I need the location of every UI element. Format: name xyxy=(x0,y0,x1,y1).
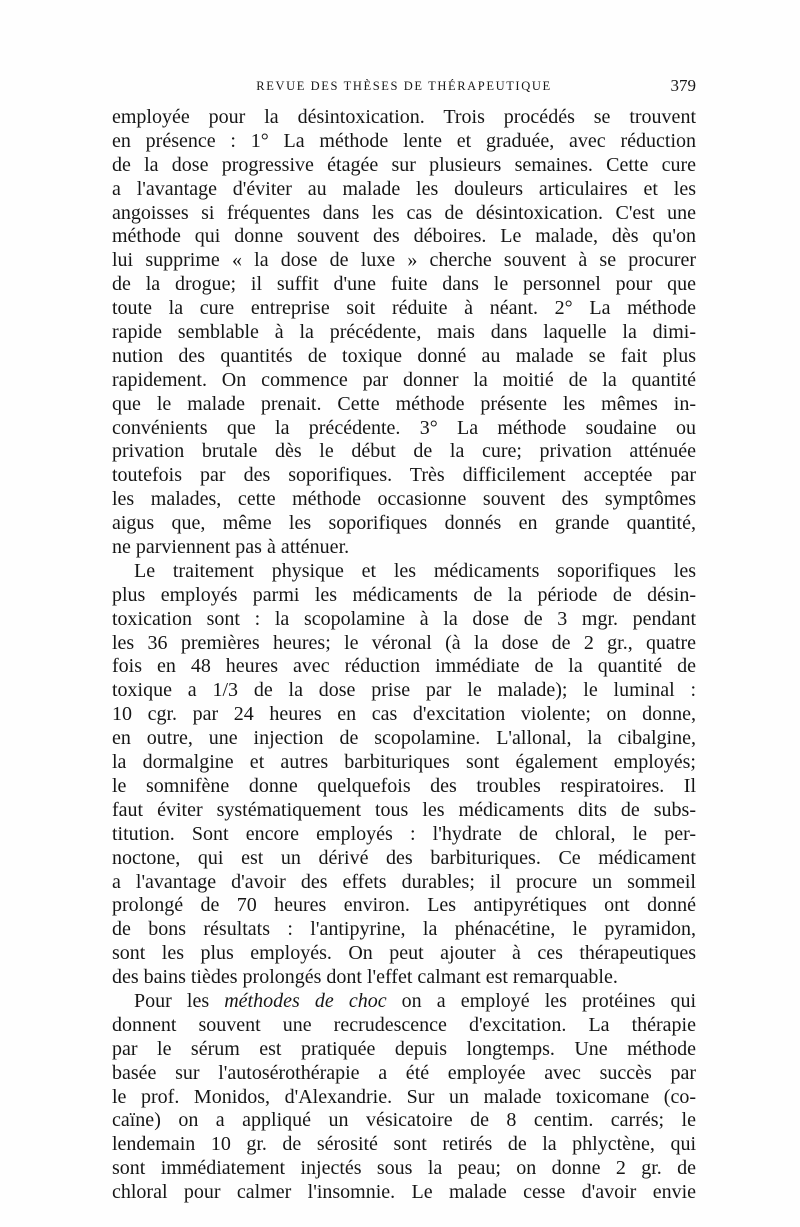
text-line: en présence : 1° La méthode lente et graduée, avec réduction xyxy=(112,129,696,152)
text-line: sont les plus employés. On peut ajouter à ces thérapeutiques xyxy=(112,942,696,965)
text-line: le somnifène donne quelquefois des troubles respiratoires. Il xyxy=(112,774,696,797)
text-line: 10 cgr. par 24 heures en cas d'excitation violente; on donne, xyxy=(112,703,696,726)
text-line: toutefois par des soporifiques. Très difficilement acceptée par xyxy=(112,464,696,487)
text-line: aigus que, même les soporifiques donnés en grande quantité, xyxy=(112,512,696,535)
text-run: on a employé les protéines qui xyxy=(386,989,697,1012)
text-line: plus employés parmi les médicaments de la période de désin- xyxy=(112,583,696,606)
text-line: chloral pour calmer l'insomnie. Le malade cesse d'avoir envie xyxy=(112,1181,696,1204)
text-line: de bons résultats : l'antipyrine, la phénacétine, le pyramidon, xyxy=(112,918,696,941)
text-line: titution. Sont encore employés : l'hydrate de chloral, le per- xyxy=(112,822,696,845)
text-line: a l'avantage d'avoir des effets durables; il procure un sommeil xyxy=(112,870,696,893)
text-line: ne parviennent pas à atténuer. xyxy=(112,536,350,559)
page-number: 379 xyxy=(670,76,696,95)
text-line: donnent souvent une recrudescence d'excitation. La thérapie xyxy=(112,1013,696,1036)
text-line: les malades, cette méthode occasionne souvent des symptômes xyxy=(112,488,696,511)
text-run: Pour les xyxy=(134,989,225,1012)
text-line: méthode qui donne souvent des déboires. Le malade, dès qu'on xyxy=(112,225,696,248)
running-title: REVUE DES THÈSES DE THÉRAPEUTIQUE xyxy=(256,79,552,93)
text-line: de la dose progressive étagée sur plusieurs semaines. Cette cure xyxy=(112,153,696,176)
text-line: que le malade prenait. Cette méthode présente les mêmes in- xyxy=(112,392,696,415)
text-line: lui supprime « la dose de luxe » cherche souvent à se procurer xyxy=(112,249,696,272)
running-head xyxy=(112,76,696,98)
text-line xyxy=(112,990,696,1014)
text-line: privation brutale dès le début de la cure; privation atténuée xyxy=(112,440,696,463)
text-line: la dormalgine et autres barbituriques sont également employés; xyxy=(112,751,696,774)
text-line: des bains tièdes prolongés dont l'effet calmant est remarquable. xyxy=(112,966,618,989)
text-line: sont immédiatement injectés sous la peau; on donne 2 gr. de xyxy=(112,1157,696,1180)
text-line: le prof. Monidos, d'Alexandrie. Sur un malade toxicomane (co- xyxy=(112,1085,696,1108)
text-line: noctone, qui est un dérivé des barbituriques. Ce médicament xyxy=(112,846,696,869)
paragraph xyxy=(112,990,696,1205)
text-line: angoisses si fréquentes dans les cas de désintoxication. C'est une xyxy=(112,201,696,224)
italic-term: méthodes de choc xyxy=(224,989,387,1012)
paragraph xyxy=(112,560,696,990)
text-line: rapide semblable à la précédente, mais dans laquelle la dimi- xyxy=(112,321,696,344)
text-line: toxique a 1/3 de la dose prise par le malade); le luminal : xyxy=(112,679,696,702)
text-line: les 36 premières heures; le véronal (à la dose de 2 gr., quatre xyxy=(112,631,696,654)
text-line: faut éviter systématiquement tous les médicaments dits de subs- xyxy=(112,798,696,821)
paragraph xyxy=(112,106,696,560)
text-line: caïne) on a appliqué un vésicatoire de 8 centim. carrés; le xyxy=(112,1109,696,1132)
text-line: prolongé de 70 heures environ. Les antipyrétiques ont donné xyxy=(112,894,696,917)
text-line: de la drogue; il suffit d'une fuite dans le personnel pour que xyxy=(112,273,696,296)
text-line: lendemain 10 gr. de sérosité sont retirés de la phlyctène, qui xyxy=(112,1133,696,1156)
text-line: basée sur l'autosérothérapie a été employée avec succès par xyxy=(112,1061,696,1084)
text-line: toxication sont : la scopolamine à la dose de 3 mgr. pendant xyxy=(112,607,696,630)
text-line: en outre, une injection de scopolamine. L'allonal, la cibalgine, xyxy=(112,727,696,750)
text-line: nution des quantités de toxique donné au malade se fait plus xyxy=(112,344,696,367)
text-line: convénients que la précédente. 3° La méthode soudaine ou xyxy=(112,416,696,439)
text-line: fois en 48 heures avec réduction immédiate de la quantité de xyxy=(112,655,696,678)
text-line: rapidement. On commence par donner la moitié de la quantité xyxy=(112,368,696,391)
text-line: par le sérum est pratiquée depuis longtemps. Une méthode xyxy=(112,1037,696,1060)
body-text xyxy=(112,106,696,1205)
text-line: Le traitement physique et les médicaments soporifiques les xyxy=(134,559,696,582)
text-line: employée pour la désintoxication. Trois procédés se trouvent xyxy=(112,106,696,128)
text-line: toute la cure entreprise soit réduite à néant. 2° La méthode xyxy=(112,297,696,320)
text-line: a l'avantage d'éviter au malade les douleurs articulaires et les xyxy=(112,177,696,200)
